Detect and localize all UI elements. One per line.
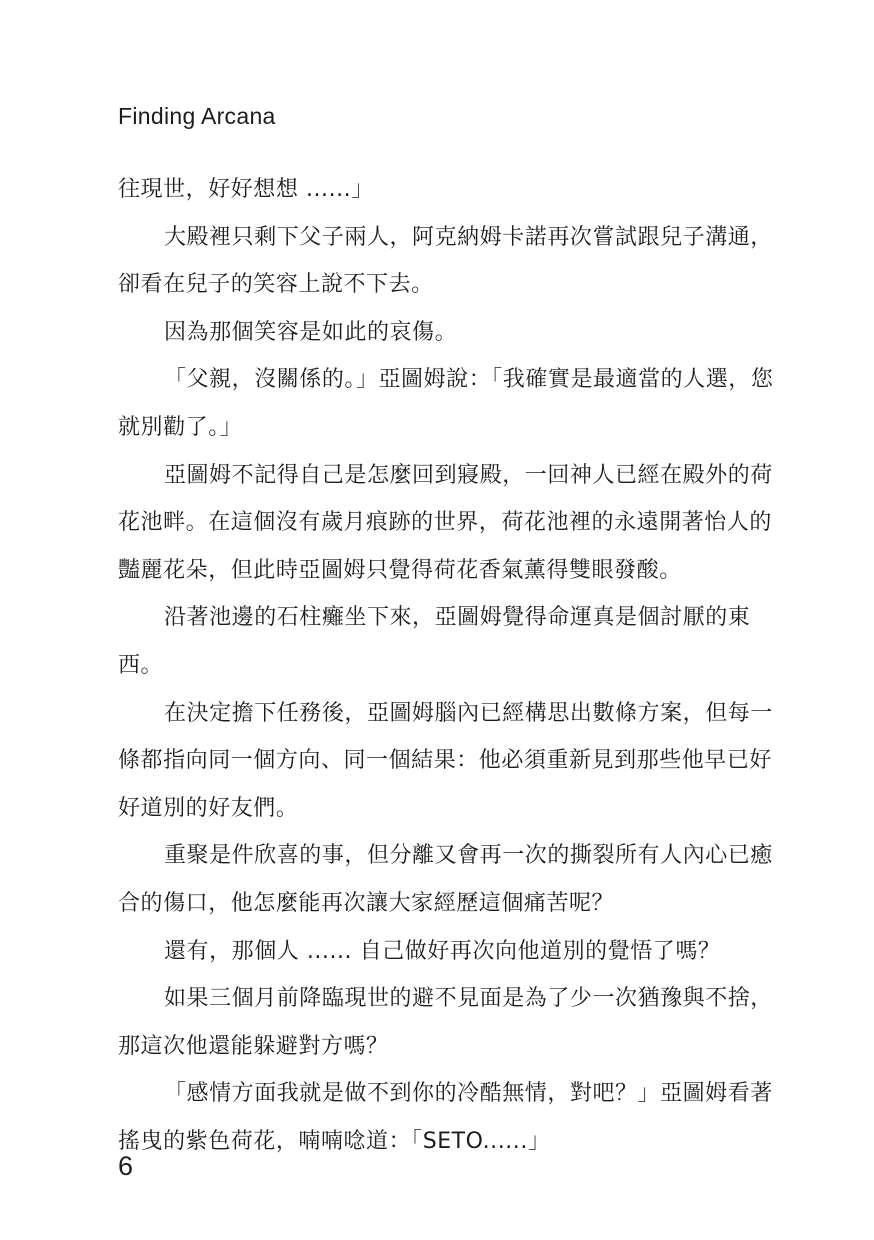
paragraph: 亞圖姆不記得自己是怎麼回到寢殿，一回神人已經在殿外的荷花池畔。在這個沒有歲月痕跡的世界，荷花池裡的永遠開著怡人的豔麗花朵，但此時亞圖姆只覺得荷花香氣薰得雙眼發酸。 [118,462,773,583]
paragraph: 在決定擔下任務後，亞圖姆腦內已經構思出數條方案，但每一條都指向同一個方向、同一個結果：他必須重新見到那些他早已好好道別的好友們。 [118,700,773,821]
paragraph: 因為那個笑容是如此的哀傷。 [164,319,458,345]
page-number: 6 [118,1151,134,1181]
running-header-title: Finding Arcana [118,103,276,129]
paragraph: 「感情方面我就是做不到你的冷酷無情，對吧？」亞圖姆看著搖曳的紫色荷花，喃喃唸道：「SETO......」 [118,1081,773,1154]
paragraph: 還有，那個人 ...... 自己做好再次向他道別的覺悟了嗎？ [164,938,721,964]
paragraph: 「父親，沒關係的。」亞圖姆說：「我確實是最適當的人選，您就別勸了。」 [118,367,774,440]
paragraph: 往現世，好好想想 ......」 [118,177,374,202]
paragraph: 重聚是件欣喜的事，但分離又會再一次的撕裂所有人內心已癒合的傷口，他怎麼能再次讓大家經歷這個痛苦呢？ [118,843,773,916]
body-text [118,166,786,1165]
paragraph: 大殿裡只剩下父子兩人，阿克納姆卡諾再次嘗試跟兒子溝通，卻看在兒子的笑容上說不下去。 [118,224,773,298]
paragraph: 如果三個月前降臨現世的避不見面是為了少一次猶豫與不捨，那這次他還能躲避對方嗎？ [118,986,773,1059]
paragraph: 沿著池邊的石柱癱坐下來，亞圖姆覺得命運真是個討厭的東西。 [118,605,751,678]
